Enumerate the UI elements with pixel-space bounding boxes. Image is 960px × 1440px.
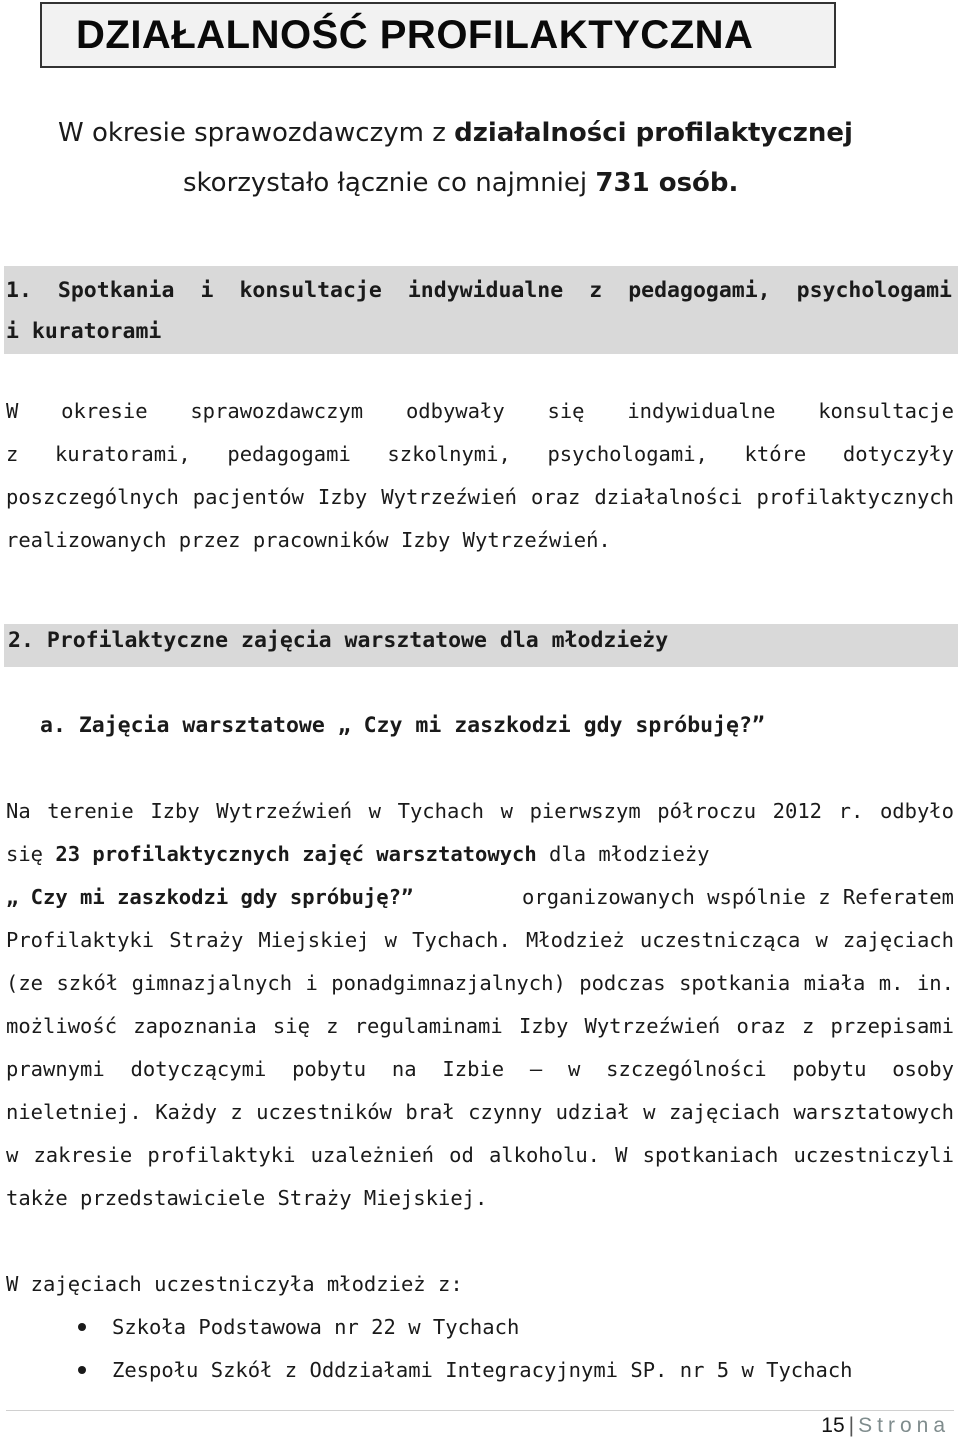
word: które bbox=[744, 442, 807, 466]
word: działalności bbox=[594, 485, 743, 509]
word: z bbox=[802, 1014, 815, 1038]
word: uczestników bbox=[256, 1100, 392, 1124]
word: – bbox=[529, 1057, 543, 1081]
word: podczas bbox=[579, 971, 666, 995]
word: w bbox=[815, 928, 828, 952]
word: w bbox=[568, 1057, 581, 1081]
word: szkolnymi, bbox=[387, 442, 511, 466]
paragraph-line bbox=[6, 919, 954, 962]
word: prawnymi bbox=[6, 1057, 105, 1081]
word: przepisami bbox=[830, 1014, 954, 1038]
word: półroczu bbox=[657, 799, 757, 823]
participants-intro-text: W zajęciach uczestniczyła młodzież z: bbox=[6, 1272, 463, 1296]
paragraph-line bbox=[6, 433, 954, 476]
section-2-paragraph bbox=[6, 790, 954, 1220]
paragraph-line bbox=[6, 1005, 954, 1048]
page-number: 15 bbox=[821, 1414, 845, 1437]
word: Każdy bbox=[155, 1100, 217, 1124]
footer-label: Strona bbox=[858, 1414, 950, 1437]
word: Wytrzeźwień bbox=[216, 799, 353, 823]
word: Straży bbox=[169, 928, 244, 952]
word: od bbox=[449, 1143, 474, 1167]
section-1-paragraph bbox=[6, 390, 954, 562]
intro-bold-text: działalności profilaktycznej bbox=[454, 118, 853, 148]
paragraph-line bbox=[6, 790, 954, 833]
participants-intro bbox=[6, 1263, 954, 1306]
word: gimnazjalnych bbox=[131, 971, 293, 995]
paragraph-line: także przedstawiciele Straży Miejskiej. bbox=[6, 1186, 488, 1210]
word: pierwszym bbox=[529, 799, 641, 823]
word: uczestniczyli bbox=[793, 1143, 954, 1167]
word: w bbox=[384, 928, 397, 952]
word: brał bbox=[405, 1100, 455, 1124]
list-item: Zespołu Szkół z Oddziałami Integracyjnymi SP. nr 5 w Tychach bbox=[70, 1349, 853, 1392]
word: czynny bbox=[468, 1100, 543, 1124]
word: odbyło bbox=[879, 799, 954, 823]
word: sprawozdawczym bbox=[190, 399, 364, 423]
word: Tychach bbox=[397, 799, 485, 823]
word: odbywały bbox=[405, 399, 505, 423]
word: okresie bbox=[61, 399, 148, 423]
bold-text: 23 profilaktycznych zajęć warsztatowych bbox=[55, 842, 537, 866]
word: m. bbox=[878, 971, 904, 995]
word: dotyczyły bbox=[842, 442, 954, 466]
word: in. bbox=[916, 971, 954, 995]
word: Tychach. bbox=[412, 928, 511, 952]
word: i bbox=[305, 971, 318, 995]
word: zajęciach bbox=[842, 928, 954, 952]
section-2a-subheading: a. Zajęcia warsztatowe „ Czy mi zaszkodzi gdy spróbuję?” bbox=[40, 713, 765, 738]
word: indywidualne bbox=[627, 399, 776, 423]
text: organizowanych wspólnie z Referatem bbox=[522, 885, 954, 909]
word: nieletniej. bbox=[6, 1100, 142, 1124]
paragraph-line bbox=[6, 1091, 954, 1134]
word: kuratorami, bbox=[54, 442, 191, 466]
word: spotkania bbox=[679, 971, 791, 995]
word: z bbox=[6, 442, 19, 466]
page-footer bbox=[821, 1414, 950, 1438]
section-1-heading-line-2: i kuratorami bbox=[6, 319, 162, 344]
intro-text: skorzystało łącznie co najmniej bbox=[183, 168, 596, 198]
word: pobytu bbox=[292, 1057, 367, 1081]
word: się bbox=[547, 399, 585, 423]
word: 1. bbox=[6, 278, 32, 303]
title-box bbox=[40, 2, 836, 68]
word: konsultacje bbox=[818, 399, 954, 423]
word: W bbox=[615, 1143, 628, 1167]
footer-divider bbox=[6, 1410, 954, 1411]
paragraph-line bbox=[6, 962, 954, 1005]
word: warsztatowych bbox=[793, 1100, 954, 1124]
word: uzależnień bbox=[310, 1143, 434, 1167]
word: uczestnicząca bbox=[639, 928, 801, 952]
list-item: Szkoła Podstawowa nr 22 w Tychach bbox=[70, 1306, 853, 1349]
word: w bbox=[500, 799, 513, 823]
word: szkół bbox=[56, 971, 119, 995]
word: Izby bbox=[518, 1014, 569, 1038]
word: W bbox=[6, 399, 19, 423]
word: regulaminami bbox=[354, 1014, 503, 1038]
word: pacjentów bbox=[192, 485, 304, 509]
word: zakresie bbox=[33, 1143, 133, 1167]
word: w bbox=[643, 1100, 656, 1124]
intro-bold-count: 731 osób. bbox=[595, 168, 739, 198]
section-1-heading bbox=[4, 266, 958, 354]
word: pobytu bbox=[792, 1057, 867, 1081]
word: Izby bbox=[317, 485, 368, 509]
word: Wytrzeźwień bbox=[584, 1014, 721, 1038]
word: Profilaktyki bbox=[6, 928, 155, 952]
word: terenie bbox=[47, 799, 134, 823]
word: Na bbox=[6, 799, 31, 823]
bold-workshop-title: „ Czy mi zaszkodzi gdy spróbuję?” bbox=[6, 885, 414, 909]
paragraph-line bbox=[6, 1134, 954, 1177]
word: miała bbox=[803, 971, 866, 995]
word: osoby bbox=[892, 1057, 954, 1081]
intro-line-2 bbox=[183, 158, 738, 208]
intro-line-1 bbox=[58, 108, 853, 158]
word: pedagogami bbox=[227, 442, 351, 466]
word: się bbox=[272, 1014, 310, 1038]
paragraph-line bbox=[6, 390, 954, 433]
word: z bbox=[326, 1014, 339, 1038]
word: indywidualne bbox=[407, 278, 564, 303]
word: na bbox=[391, 1057, 417, 1081]
paragraph-line bbox=[6, 876, 954, 919]
word: dotyczącymi bbox=[130, 1057, 267, 1081]
word: w bbox=[368, 799, 382, 823]
word: możliwość bbox=[6, 1014, 118, 1038]
footer-separator: | bbox=[848, 1414, 855, 1437]
word: 2012 bbox=[772, 799, 823, 823]
word: ponadgimnazjalnych) bbox=[331, 971, 566, 995]
word: spotkaniach bbox=[642, 1143, 779, 1167]
paragraph-line bbox=[6, 1048, 954, 1091]
word: psychologami, bbox=[547, 442, 708, 466]
word: szczególności bbox=[606, 1057, 767, 1081]
word: Miejskiej bbox=[258, 928, 370, 952]
word: Wytrzeźwień bbox=[381, 485, 518, 509]
word: profilaktycznych bbox=[756, 485, 954, 509]
word: psychologami bbox=[796, 278, 952, 303]
word: i bbox=[200, 278, 214, 303]
word: poszczególnych bbox=[6, 485, 179, 509]
word: (ze bbox=[6, 971, 44, 995]
paragraph-line bbox=[6, 833, 954, 876]
word: z bbox=[589, 278, 603, 303]
word: konsultacje bbox=[239, 278, 382, 303]
word: oraz bbox=[736, 1014, 786, 1038]
word: zapoznania bbox=[133, 1014, 257, 1038]
word: profilaktyki bbox=[147, 1143, 296, 1167]
word: r. bbox=[838, 799, 864, 823]
paragraph-line: realizowanych przez pracowników Izby Wytrzeźwień. bbox=[6, 528, 611, 552]
word: pedagogami, bbox=[628, 278, 771, 303]
word: Spotkania bbox=[57, 278, 175, 303]
word: Izby bbox=[150, 799, 200, 823]
text: dla młodzieży bbox=[536, 842, 710, 866]
page-title: DZIAŁALNOŚĆ PROFILAKTYCZNA bbox=[76, 12, 754, 57]
word: zajęciach bbox=[668, 1100, 781, 1124]
paragraph-line bbox=[6, 476, 954, 519]
word: alkoholu. bbox=[488, 1143, 601, 1167]
section-1-heading-line-1 bbox=[6, 270, 952, 311]
word: Młodzież bbox=[525, 928, 625, 952]
word: Izbie bbox=[442, 1057, 505, 1081]
word: z bbox=[230, 1100, 243, 1124]
participants-list bbox=[70, 1306, 853, 1392]
word: udział bbox=[555, 1100, 630, 1124]
section-2-heading: 2. Profilaktyczne zajęcia warsztatowe dla młodzieży bbox=[4, 624, 958, 667]
text: się bbox=[6, 842, 56, 866]
word: w bbox=[6, 1143, 19, 1167]
word: oraz bbox=[531, 485, 581, 509]
intro-text: W okresie sprawozdawczym z bbox=[58, 118, 455, 148]
